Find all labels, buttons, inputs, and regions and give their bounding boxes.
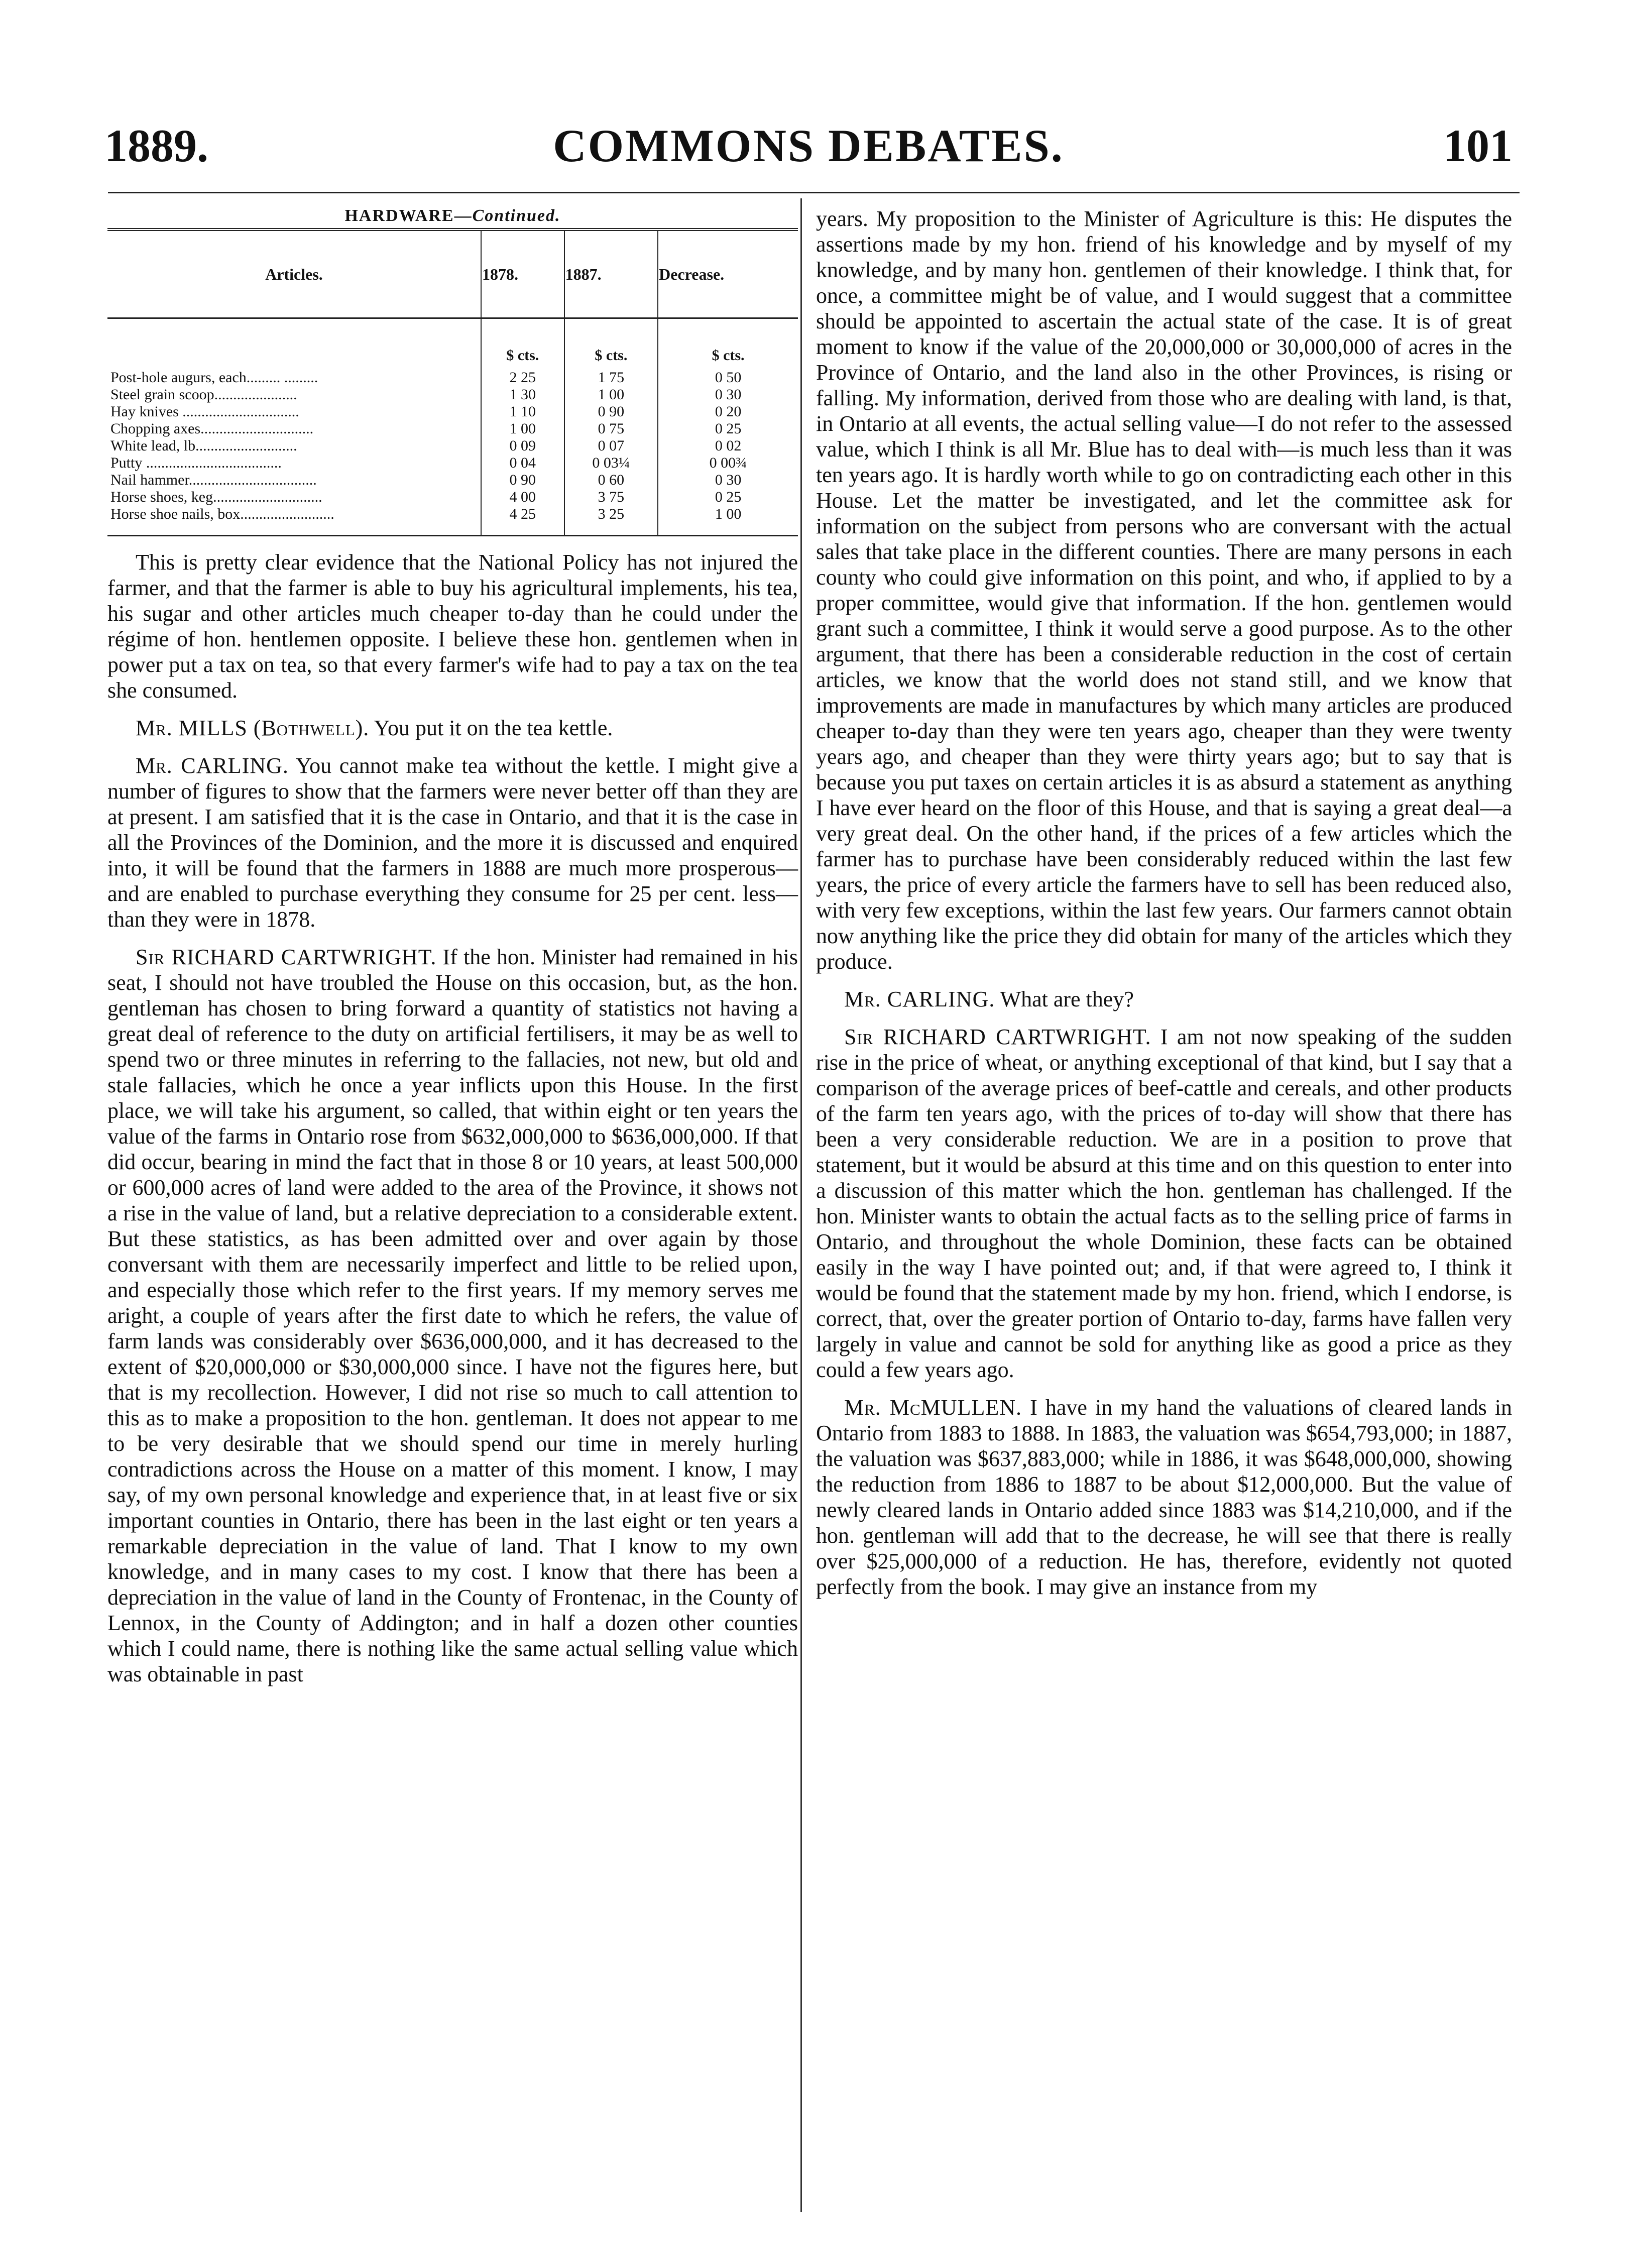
- price-cell: 0 20: [658, 403, 798, 420]
- article-cell: Hay knives ...............................: [110, 403, 299, 420]
- table-row: [107, 437, 798, 455]
- price-cell: 0 75: [564, 420, 658, 437]
- speech-text: You put it on the tea kettle.: [369, 716, 613, 740]
- column-divider: [800, 198, 802, 2212]
- article-cell: Post-hole augurs, each......... .........: [110, 369, 318, 386]
- price-cell: 1 75: [564, 369, 658, 386]
- price-cell: 0 50: [658, 369, 798, 386]
- price-cell: 4 25: [481, 506, 564, 536]
- table-row: [107, 386, 798, 403]
- table-header-row: [107, 230, 798, 318]
- speaker-name: Mr. MILLS (Bothwell).: [136, 716, 370, 740]
- table-caption-main: HARDWARE—: [344, 206, 473, 225]
- article-cell: Putty ....................................: [110, 455, 282, 471]
- price-cell: 0 30: [658, 386, 798, 403]
- right-column: [816, 206, 1512, 1612]
- price-cell: 1 00: [564, 386, 658, 403]
- paragraph: [107, 753, 798, 932]
- price-cell: 3 25: [564, 506, 658, 536]
- speech-text: I have in my hand the valuations of cleared lands in Ontario from 1883 to 1888. In 1883, the valuation was $654,793,000; in 1887, the valuation was $637,883,000; while in 1886, it was $648,000,000, showing the reduction from 1886 to 1887 to be about $12,000,000. But the value of newly cleared lands in Ontario added since 1883 was $14,210,000, and if the hon. gentleman will add that to the decrease, he will see that there is really over $25,000,000 of a reduction. He has, therefore, evidently not quoted perfectly from the book. I may give an instance from my: [816, 1395, 1513, 1599]
- table-row: [107, 369, 798, 386]
- speech-text: I am not now speaking of the sudden rise in the price of wheat, or anything exceptional of that kind, but I say that a comparison of the average prices of beef-cattle and cereals, and other products of the farm ten years ago, with the prices of to-day will show that there has been a very considerable reduction. We are in a position to prove that statement, but it would be absurd at this time and on this question to enter into a discussion of this matter which the hon. gentleman has challenged. If the hon. Minister wants to obtain the actual facts as to the selling price of farms in Ontario, and throughout the whole Dominion, these facts can be obtained easily in the way I have pointed out; and, if that were agreed to, I think it would be found that the statement made by my hon. friend, which I endorse, is correct, that, over the greater portion of Ontario to-day, farms have fallen very largely in value and cannot be sold for anything like as good a price as they could a few years ago.: [816, 1025, 1513, 1382]
- price-cell: 0 90: [481, 472, 564, 489]
- paragraph: [107, 944, 798, 1687]
- table-units-row: [107, 318, 798, 370]
- table-row: [107, 403, 798, 420]
- units-cell: $ cts.: [481, 318, 564, 370]
- price-cell: 1 00: [658, 506, 798, 536]
- article-cell: Horse shoe nails, box.........................: [107, 506, 481, 536]
- article-cell: Horse shoes, keg.............................: [110, 489, 322, 505]
- price-cell: 0 90: [564, 403, 658, 420]
- speaker-name: Mr. CARLING.: [844, 987, 995, 1011]
- speech-text: You cannot make tea without the kettle. I might give a number of figures to show that the farmers were never better off than they are at present. I am satisfied that it is the case in Ontario, and that it is the case in all the Provinces of the Dominion, and the more it is discussed and enquired into, it will be found that the farmers in 1888 are much more prosperous—and are enabled to purchase everything they consume for 25 per cent. less—than they were in 1878.: [107, 753, 798, 932]
- paragraph: [107, 715, 798, 741]
- table-caption: [107, 206, 798, 226]
- table-row: [107, 455, 798, 472]
- price-cell: 1 10: [481, 403, 564, 420]
- units-cell: $ cts.: [658, 318, 798, 370]
- price-cell: 1 00: [481, 420, 564, 437]
- speaker-name: Mr. CARLING.: [136, 753, 289, 778]
- col-header-articles: Articles.: [107, 230, 481, 318]
- paragraph: [816, 986, 1512, 1012]
- paragraph: years. My proposition to the Minister of Agriculture is this: He disputes the assertions made by my hon. friend of his knowledge and by myself of my knowledge, and by many hon. gentlemen of their knowledge. I think that, for once, a committee might be of value, and I would suggest that a committee should be appointed to ascertain the actual state of the case. It is of great moment to know if the value of the 20,000,000 or 30,000,000 of acres in the Province of Ontario, and the land also in the other Provinces, is rising or falling. My information, derived from those who are dealing with land, is that, in Ontario at all events, the actual selling value—I do not refer to the assessed value, which I think is all Mr. Blue has to deal with—is much less than it was ten years ago. It is hardly worth while to go on contradicting each other in this House. Let the matter be investigated, and let the committee ask for information on the subject from persons who are conversant with the actual sales that take place in the different counties. There are many persons in each county who could give information on this point, and who, if applied to by a proper committee, would give that information. If the hon. gentlemen would grant such a committee, I think it would serve a good purpose. As to the other argument, that there has been a considerable reduction in the cost of certain articles, we know that the world does not stand still, and we know that improvements are made in manufactures by which many articles are produced cheaper to-day than they were ten years ago, cheaper than they were twenty years ago, and cheaper than they were thirty years ago; but to say that is because you put taxes on certain articles it is as absurd a statement as anything I have ever heard on the floor of this House, and that is saying a great deal—a very great deal. On the other hand, if the prices of a few articles which the farmer has to purchase have been considerably reduced within the last few years, the price of every article the farmers have to sell has been reduced also, with very few exceptions, within the last few years. Our farmers cannot obtain now anything like the price they did obtain for many of the articles which they produce.: [816, 206, 1512, 974]
- units-cell: $ cts.: [564, 318, 658, 370]
- paragraph: [816, 1395, 1512, 1600]
- price-cell: 0 00¾: [658, 455, 798, 472]
- left-column: [107, 206, 798, 1699]
- speaker-name: Sir RICHARD CARTWRIGHT.: [136, 945, 437, 969]
- paragraph: This is pretty clear evidence that the National Policy has not injured the farmer, and that the farmer is able to buy his agricultural implements, his tea, his sugar and other articles much cheaper to-day than he could under the régime of hon. hentlemen opposite. I believe these hon. gentlemen when in power put a tax on tea, so that every farmer's wife had to pay a tax on the tea she consumed.: [107, 550, 798, 703]
- price-cell: 0 02: [658, 437, 798, 455]
- table-row: [107, 420, 798, 437]
- col-header-1878: 1878.: [481, 230, 564, 318]
- header-year: 1889.: [104, 120, 208, 171]
- table-body: [107, 318, 798, 536]
- price-cell: 0 60: [564, 472, 658, 489]
- table-row: [107, 489, 798, 506]
- price-cell: 3 75: [564, 489, 658, 506]
- price-cell: 0 30: [658, 472, 798, 489]
- price-cell: 0 09: [481, 437, 564, 455]
- article-cell: Chopping axes..............................: [110, 420, 314, 437]
- table-row: [107, 506, 798, 536]
- price-cell: 0 04: [481, 455, 564, 472]
- speech-text: What are they?: [995, 987, 1134, 1011]
- table-caption-italic: Continued.: [472, 206, 561, 225]
- article-cell: Steel grain scoop......................: [110, 386, 297, 403]
- speaker-name: Mr. McMULLEN.: [844, 1395, 1022, 1420]
- price-cell: 0 07: [564, 437, 658, 455]
- header-rule: [108, 192, 1520, 193]
- table-row: [107, 472, 798, 489]
- paragraph: [816, 1024, 1512, 1383]
- price-cell: 0 25: [658, 420, 798, 437]
- col-header-decrease: Decrease.: [658, 230, 798, 318]
- hardware-table: [107, 228, 798, 536]
- running-header: [104, 116, 1513, 176]
- price-cell: 0 03¼: [564, 455, 658, 472]
- price-cell: 2 25: [481, 369, 564, 386]
- speaker-name: Sir RICHARD CARTWRIGHT.: [844, 1025, 1151, 1049]
- price-cell: 0 25: [658, 489, 798, 506]
- col-header-1887: 1887.: [564, 230, 658, 318]
- header-page-number: 101: [1443, 120, 1513, 171]
- units-cell: [107, 318, 481, 370]
- price-cell: 4 00: [481, 489, 564, 506]
- article-cell: White lead, lb...........................: [110, 437, 297, 454]
- header-title: COMMONS DEBATES.: [553, 120, 1064, 171]
- article-cell: Nail hammer..................................: [110, 472, 317, 488]
- price-cell: 1 30: [481, 386, 564, 403]
- speech-text: If the hon. Minister had remained in his seat, I should not have troubled the House on this occasion, but, as the hon. gentleman has chosen to bring forward a quantity of statistics not having a great deal of reference to the duty on artificial fertilisers, it may be as well to spend two or three minutes in referring to the fallacies, not new, but old and stale fallacies, which he once a year inflicts upon this House. In the first place, we will take his argument, so called, that within eight or ten years the value of the farms in Ontario rose from $632,000,000 to $636,000,000. If that did occur, bearing in mind the fact that in those 8 or 10 years, at least 500,000 or 600,000 acres of land were added to the area of the Province, it shows not a rise in the value of land, but a relative depreciation to a considerable extent. But these statistics, as has been admitted over and over again by those conversant with them are necessarily imperfect and little to be relied upon, and especially those which refer to the first years. If my memory serves me aright, a couple of years after the first date to which he refers, the value of farm lands was considerably over $636,000,000, and it has decreased to the extent of $20,000,000 or $30,000,000 since. I have not the figures here, but that is my recollection. However, I did not rise so much to call attention to this as to make a proposition to the hon. gentleman. It does not appear to me to be very desirable that we should spend our time in merely hurling contradictions across the House on a matter of this moment. I know, I may say, of my own personal knowledge and experience that, in at least five or six important counties in Ontario, there has been in the last eight or ten years a remarkable depreciation in the value of land. That I know to my own knowledge, and in many cases to my cost. I know that there has been a depreciation in the value of land in the County of Frontenac, in the County of Lennox, in the County of Addington; and in half a dozen other counties which I could name, there is nothing like the same actual selling value which was obtainable in past: [107, 945, 798, 1686]
